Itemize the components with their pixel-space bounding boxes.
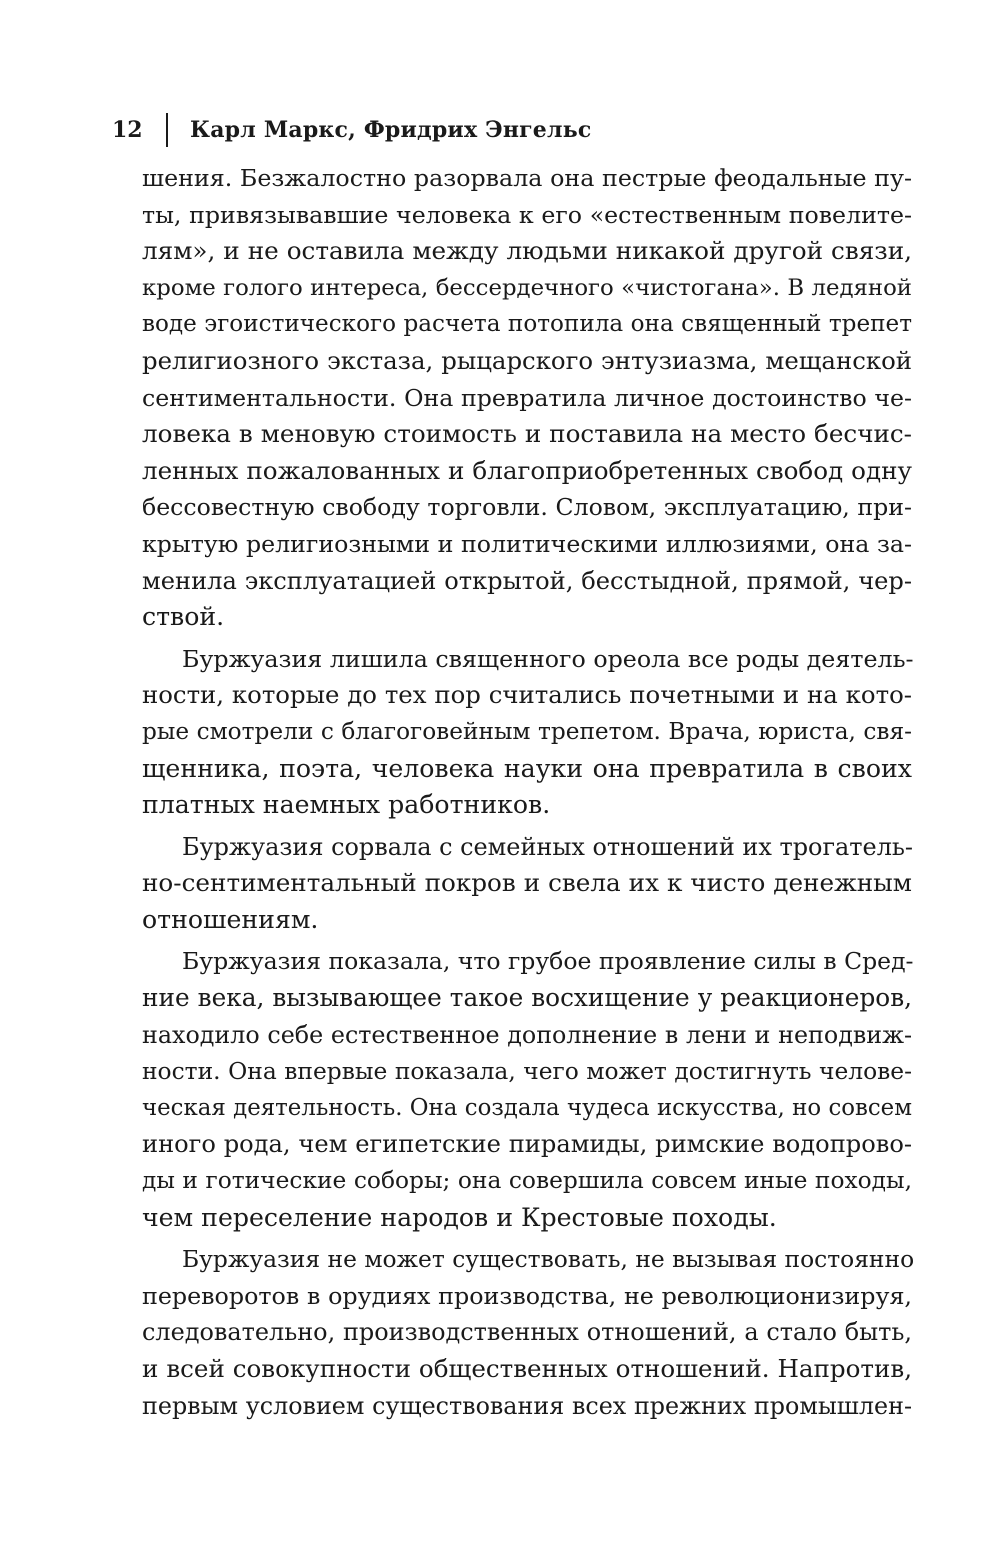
text-line: бессовестную свободу торговли. Словом, эксплуатацию, при- xyxy=(142,493,912,522)
text-line: ленных пожалованных и благоприобретенных свобод одну xyxy=(142,455,912,485)
header-divider xyxy=(166,113,168,147)
text-line: ды и готические соборы; она совершила совсем иные походы, xyxy=(142,1167,912,1195)
text-line: отношениям. xyxy=(142,904,319,934)
text-line: сентиментальности. Она превратила личное достоинство че- xyxy=(142,383,912,412)
text-line: кроме голого интереса, бессердечного «чистогана». В ледяной xyxy=(142,274,912,301)
paragraph xyxy=(142,641,912,824)
text-line: шения. Безжалостно разорвала она пестрые феодальные пу- xyxy=(142,164,912,192)
text-line: ствой. xyxy=(142,602,225,632)
running-title: Карл Маркс, Фридрих Энгельс xyxy=(190,117,592,143)
text-line: ние века, вызывающее такое восхищение у реакционеров, xyxy=(142,983,912,1013)
paragraph xyxy=(142,943,912,1236)
text-line: рые смотрели с благоговейным трепетом. Врача, юриста, свя- xyxy=(142,717,912,745)
page-number: 12 xyxy=(112,117,143,143)
text-line: воде эгоистического расчета потопила она священный трепет xyxy=(142,311,912,338)
text-line: менила эксплуатацией открытой, бесстыдной, прямой, чер- xyxy=(142,566,912,595)
paragraph xyxy=(142,829,912,939)
text-line: ты, привязывавшие человека к его «естественным повелите- xyxy=(142,200,912,229)
text-line: Буржуазия сорвала с семейных отношений их трогатель- xyxy=(182,832,914,861)
text-line: крытую религиозными и политическими иллюзиями, она за- xyxy=(142,529,912,558)
text-line: первым условием существования всех прежних промышлен- xyxy=(142,1391,912,1420)
text-line: лям», и не оставила между людьми никакой другой связи, xyxy=(142,236,912,266)
text-line: Буржуазия показала, что грубое проявление силы в Сред- xyxy=(182,947,914,976)
text-line: находило себе естественное дополнение в лени и неподвиж- xyxy=(142,1020,912,1049)
paragraph xyxy=(142,160,912,636)
text-line: ности. Она впервые показала, чего может достигнуть челове- xyxy=(142,1057,912,1086)
text-line: религиозного экстаза, рыцарского энтузиазма, мещанской xyxy=(142,345,912,375)
text-line: и всей совокупности общественных отношений. Напротив, xyxy=(142,1354,912,1383)
text-line: ловека в меновую стоимость и поставила на место бесчис- xyxy=(142,419,912,449)
text-line: Буржуазия лишила священного ореола все роды деятель- xyxy=(182,644,914,673)
text-line: переворотов в орудиях производства, не революционизируя, xyxy=(142,1281,912,1310)
text-line: Буржуазия не может существовать, не вызывая постоянно xyxy=(182,1245,915,1274)
text-line: ческая деятельность. Она создала чудеса искусства, но совсем xyxy=(142,1094,912,1121)
body-text xyxy=(142,160,915,1429)
paragraph xyxy=(142,1241,915,1424)
text-line: но-сентиментальный покров и свела их к чисто денежным xyxy=(142,868,912,898)
text-line: щенника, поэта, человека науки она превратила в своих xyxy=(142,753,912,783)
text-line: чем переселение народов и Крестовые походы. xyxy=(142,1202,777,1232)
text-line: следовательно, производственных отношений, а стало быть, xyxy=(142,1318,912,1347)
text-line: платных наемных работников. xyxy=(142,790,551,820)
text-line: иного рода, чем египетские пирамиды, римские водопрово- xyxy=(142,1130,912,1159)
text-line: ности, которые до тех пор считались почетными и на кото- xyxy=(142,680,912,710)
running-head xyxy=(112,112,591,148)
